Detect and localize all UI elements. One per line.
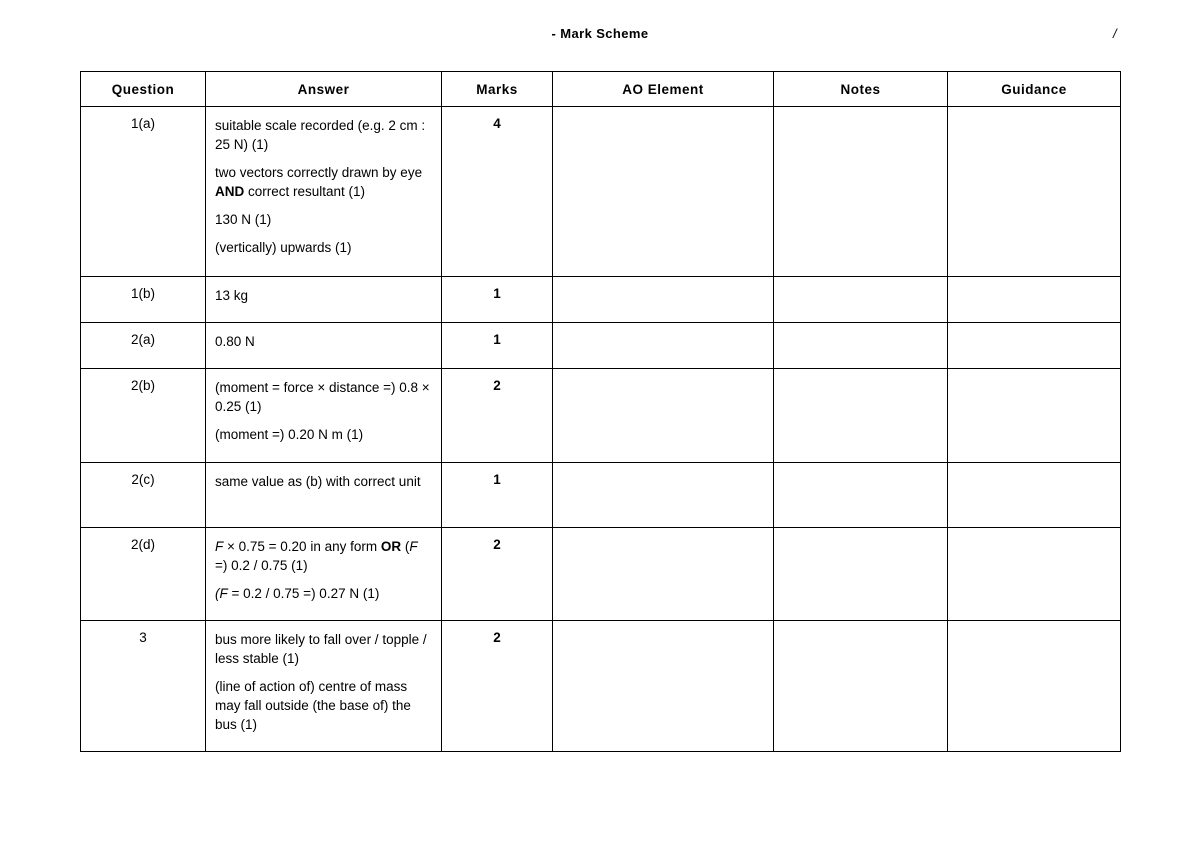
question-cell: 2(a) xyxy=(81,323,206,369)
question-cell: 3 xyxy=(81,621,206,752)
guidance-cell xyxy=(948,369,1121,463)
marks-cell: 2 xyxy=(442,369,553,463)
answer-point: (vertically) upwards (1) xyxy=(215,240,352,255)
notes-cell xyxy=(774,528,948,621)
ao-element-cell xyxy=(553,463,774,528)
answer-cell xyxy=(206,323,442,369)
notes-cell xyxy=(774,621,948,752)
marks-cell: 2 xyxy=(442,621,553,752)
answer-cell xyxy=(206,107,442,277)
answer-cell xyxy=(206,463,442,528)
guidance-cell xyxy=(948,528,1121,621)
page-title: - Mark Scheme xyxy=(551,26,649,41)
answer-point: bus more likely to fall over / topple / less stable (1) xyxy=(215,632,427,666)
guidance-cell xyxy=(948,107,1121,277)
table-row xyxy=(81,107,1121,277)
table-header-row xyxy=(81,72,1121,107)
answer-cell xyxy=(206,528,442,621)
answer-cell xyxy=(206,621,442,752)
answer-point: 0.80 N xyxy=(215,334,255,349)
column-header-notes: Notes xyxy=(774,72,948,107)
ao-element-cell xyxy=(553,277,774,323)
answer-point: (moment =) 0.20 N m (1) xyxy=(215,427,364,442)
notes-cell xyxy=(774,107,948,277)
ao-element-cell xyxy=(553,107,774,277)
guidance-cell xyxy=(948,463,1121,528)
ao-element-cell xyxy=(553,369,774,463)
answer-point: same value as (b) with correct unit xyxy=(215,474,421,489)
marks-cell: 2 xyxy=(442,528,553,621)
guidance-cell xyxy=(948,323,1121,369)
page-number: / xyxy=(1113,26,1117,41)
table-row xyxy=(81,463,1121,528)
marks-cell: 1 xyxy=(442,463,553,528)
guidance-cell xyxy=(948,621,1121,752)
ao-element-cell xyxy=(553,323,774,369)
table-row xyxy=(81,277,1121,323)
answer-point: F × 0.75 = 0.20 in any form OR (F =) 0.2 / 0.75 (1) xyxy=(215,539,418,573)
ao-element-cell xyxy=(553,528,774,621)
notes-cell xyxy=(774,323,948,369)
answer-point: suitable scale recorded (e.g. 2 cm : 25 N) (1) xyxy=(215,118,426,152)
answer-point: 130 N (1) xyxy=(215,212,272,227)
question-cell: 2(d) xyxy=(81,528,206,621)
answer-cell xyxy=(206,369,442,463)
table-row xyxy=(81,528,1121,621)
question-cell: 2(b) xyxy=(81,369,206,463)
column-header-question: Question xyxy=(81,72,206,107)
table-row xyxy=(81,621,1121,752)
answer-point: (F = 0.2 / 0.75 =) 0.27 N (1) xyxy=(215,586,380,601)
notes-cell xyxy=(774,277,948,323)
table-row xyxy=(81,369,1121,463)
ao-element-cell xyxy=(553,621,774,752)
notes-cell xyxy=(774,369,948,463)
guidance-cell xyxy=(948,277,1121,323)
mark-scheme-table xyxy=(80,71,1121,752)
column-header-answer: Answer xyxy=(206,72,442,107)
answer-point: two vectors correctly drawn by eye AND correct resultant (1) xyxy=(215,165,423,199)
answer-point: 13 kg xyxy=(215,288,249,303)
answer-point: (moment = force × distance =) 0.8 × 0.25 (1) xyxy=(215,380,430,414)
marks-cell: 1 xyxy=(442,323,553,369)
question-cell: 1(b) xyxy=(81,277,206,323)
marks-cell: 4 xyxy=(442,107,553,277)
answer-point: (line of action of) centre of mass may fall outside (the base of) the bus (1) xyxy=(215,679,411,732)
table-row xyxy=(81,323,1121,369)
column-header-guidance: Guidance xyxy=(948,72,1121,107)
notes-cell xyxy=(774,463,948,528)
column-header-marks: Marks xyxy=(442,72,553,107)
column-header-ao-element: AO Element xyxy=(553,72,774,107)
question-cell: 2(c) xyxy=(81,463,206,528)
question-cell: 1(a) xyxy=(81,107,206,277)
marks-cell: 1 xyxy=(442,277,553,323)
answer-cell xyxy=(206,277,442,323)
